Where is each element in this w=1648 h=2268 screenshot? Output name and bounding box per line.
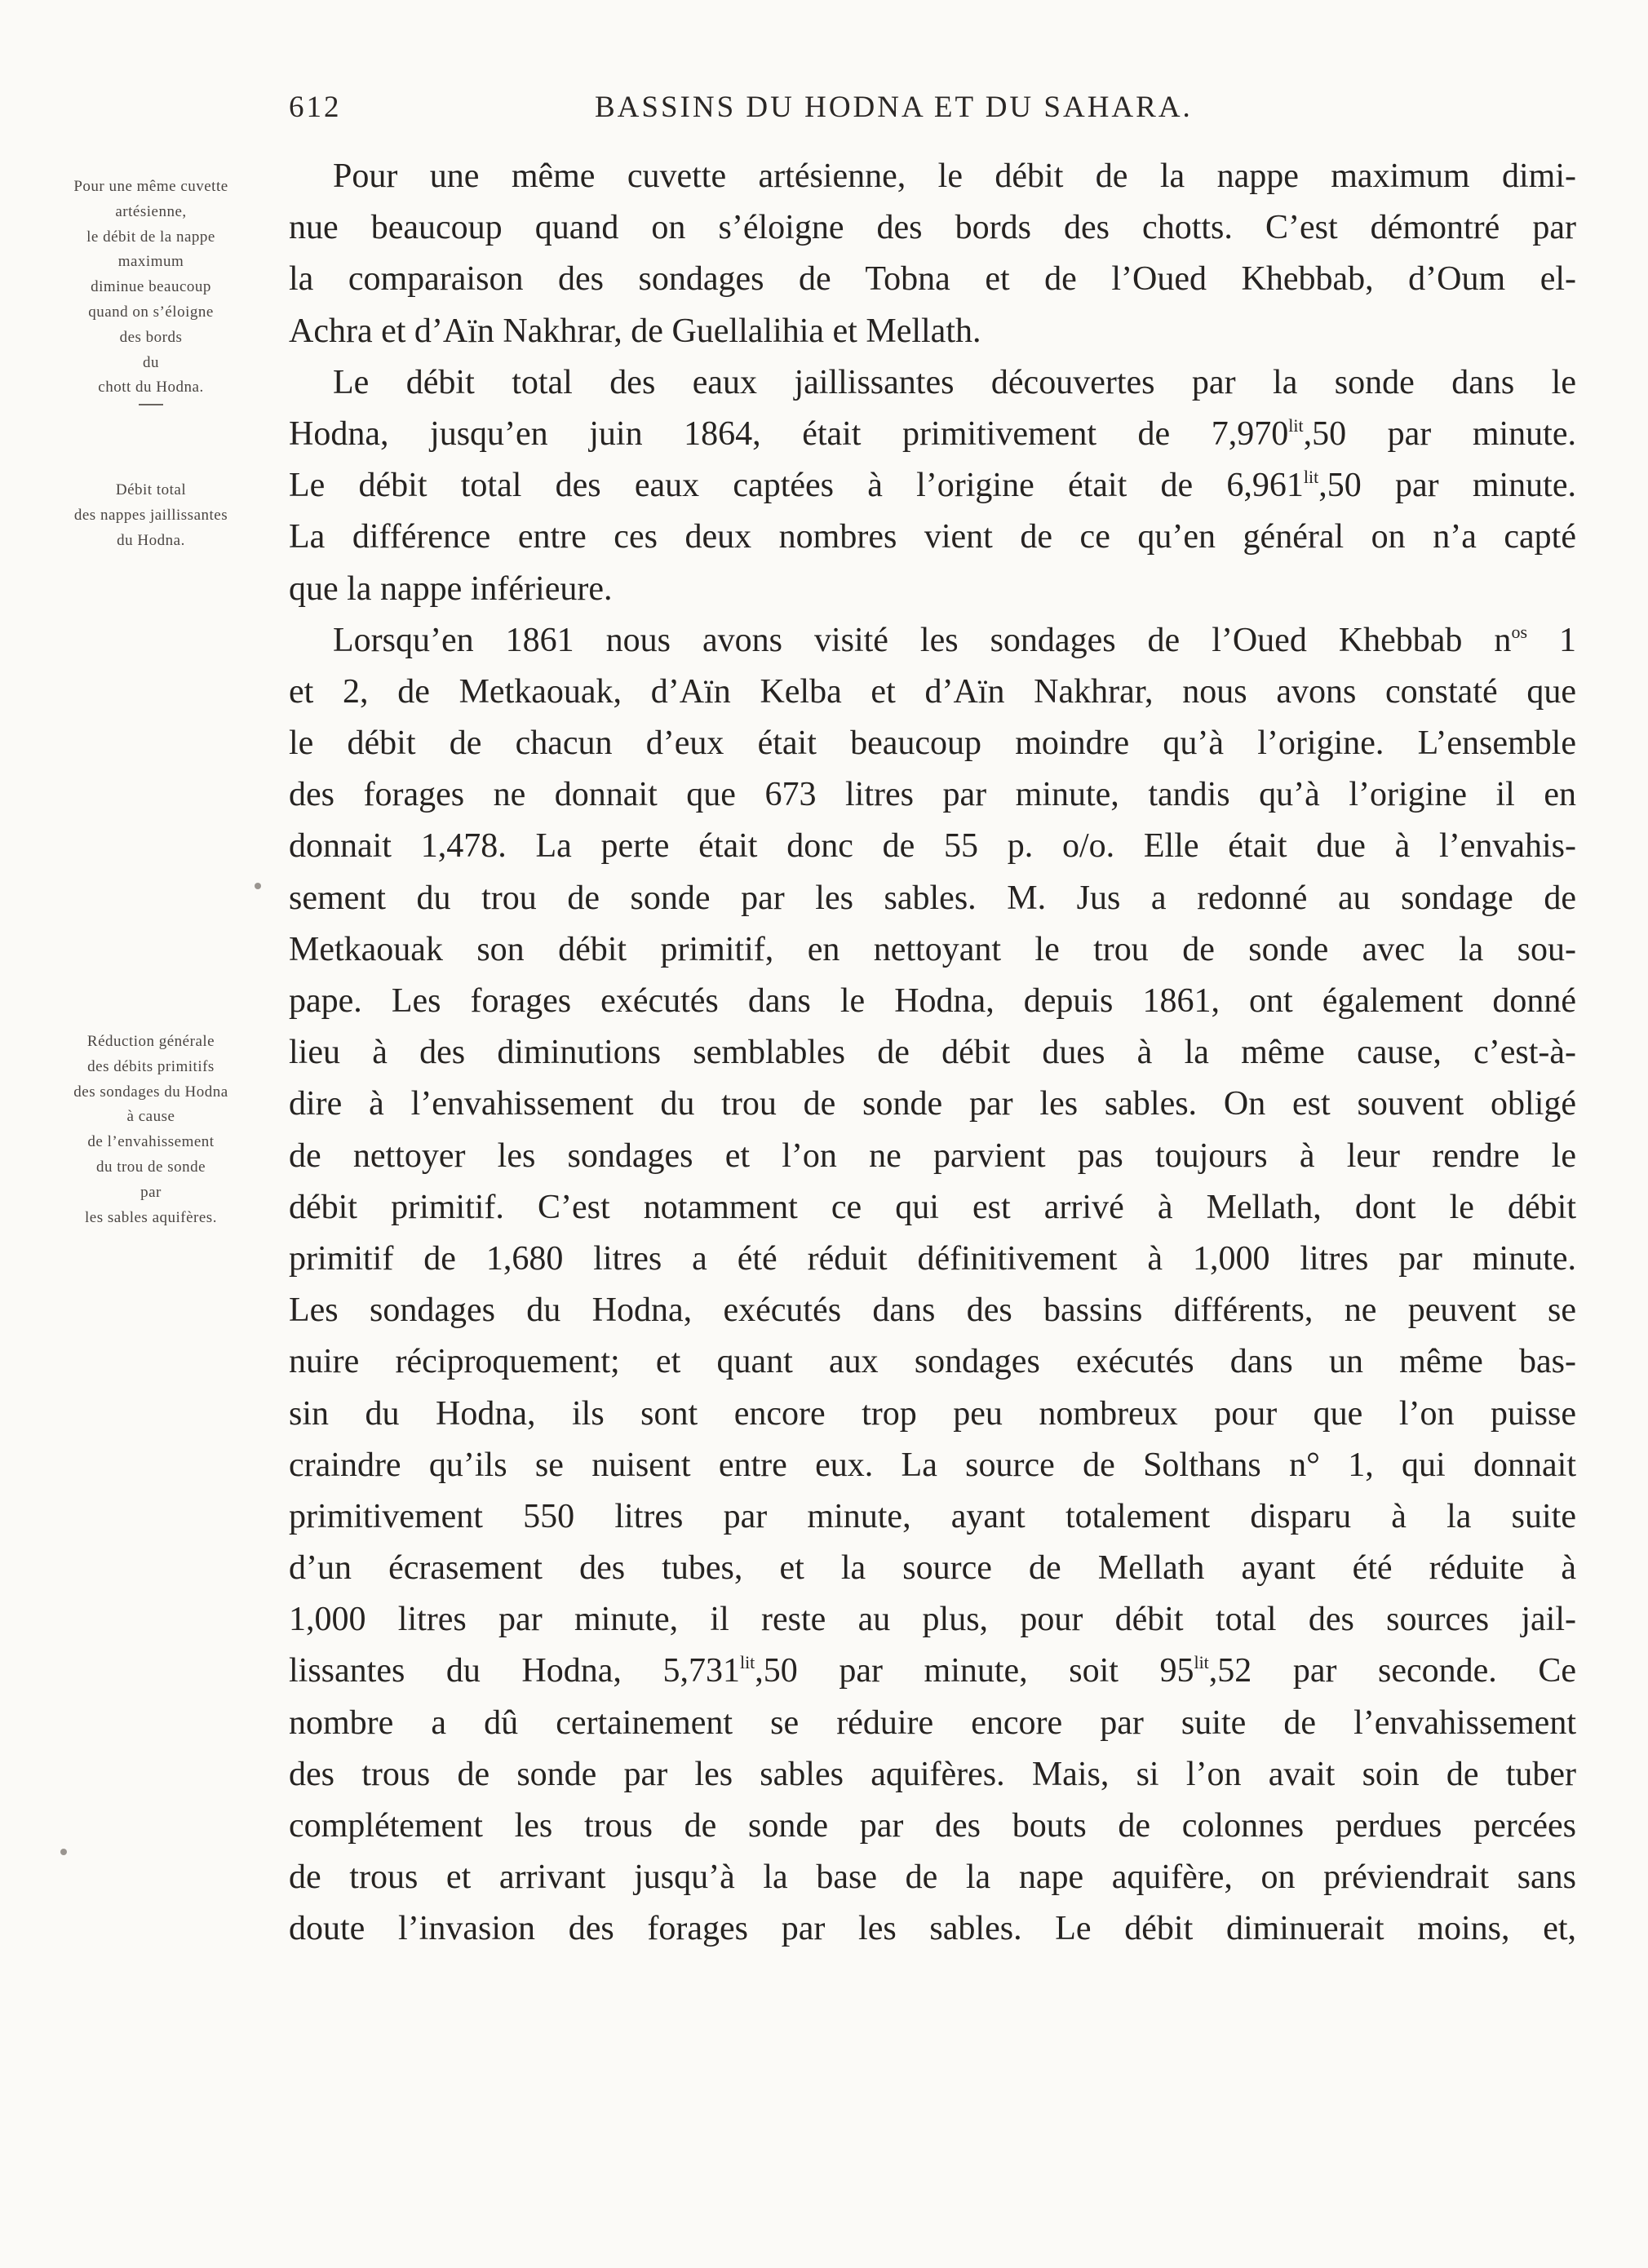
margin-note-cuvette <box>33 175 269 412</box>
text-line: donnait 1,478. La perte était donc de 55 p. o/o. Elle était due à l’envahis- <box>289 827 1576 866</box>
text-line: Les sondages du Hodna, exécutés dans des bassins différents, ne peuvent se <box>289 1291 1576 1330</box>
page-header <box>289 90 1576 132</box>
text-line: Pour une même cuvette artésienne, le débit de la nappe maximum dimi- <box>333 157 1576 195</box>
margin-note-line: de l’envahissement <box>87 1133 215 1151</box>
text-line <box>289 460 1576 512</box>
text-span: lissantes du Hodna, 5,731 <box>289 1652 740 1690</box>
margin-divider <box>139 404 163 405</box>
text-line <box>289 1646 1576 1697</box>
text-line: et 2, de Metkaouak, d’Aïn Kelba et d’Aïn Nakhrar, nous avons constaté que <box>289 672 1576 711</box>
text-line: nombre a dû certainement se réduire encore par suite de l’envahissement <box>289 1703 1576 1742</box>
margin-note-line: des bords <box>119 328 183 346</box>
superscript: os <box>1511 621 1527 642</box>
margin-note-line: Débit total <box>115 481 187 498</box>
text-line: Le débit total des eaux jaillissantes découvertes par la sonde dans le <box>333 363 1576 401</box>
margin-note-line: maximum <box>117 253 184 271</box>
text-span: 1 <box>1527 621 1576 659</box>
margin-note-line: Réduction générale <box>86 1033 215 1050</box>
margin-note-line: par <box>140 1183 162 1201</box>
margin-note-line: des sondages du Hodna <box>73 1083 228 1101</box>
text-line: des forages ne donnait que 673 litres par minute, tandis qu’à l’origine il en <box>289 776 1576 814</box>
margin-note-line: quand on s’éloigne <box>88 303 214 321</box>
text-line: doute l’invasion des forages par les sables. Le débit diminuerait moins, et, <box>289 1910 1576 1948</box>
text-line: débit primitif. C’est notamment ce qui est arrivé à Mellath, dont le débit <box>289 1188 1576 1226</box>
margin-note-line: Pour une même cuvette <box>73 178 228 195</box>
margin-note-line: des nappes jaillissantes <box>73 506 228 524</box>
text-line: lieu à des diminutions semblables de débit dues à la même cause, c’est-à- <box>289 1034 1576 1072</box>
text-line: nuire réciproquement; et quant aux sondages exécutés dans un même bas- <box>289 1343 1576 1381</box>
superscript: lit <box>1194 1652 1209 1673</box>
margin-note-line: artésienne, <box>115 202 187 220</box>
text-line: le débit de chacun d’eux était beaucoup moindre qu’à l’origine. L’ensemble <box>289 724 1576 763</box>
text-line: sement du trou de sonde par les sables. M. Jus a redonné au sondage de <box>289 879 1576 917</box>
text-span: ,50 par minute. <box>1303 414 1576 453</box>
text-line: La différence entre ces deux nombres vient de ce qu’en général on n’a capté <box>289 518 1576 556</box>
superscript: lit <box>739 1652 755 1673</box>
margin-note-line: à cause <box>126 1108 175 1126</box>
margin-note-reduction <box>33 1030 269 1230</box>
text-line: pape. Les forages exécutés dans le Hodna, depuis 1861, ont également donné <box>289 982 1576 1020</box>
margin-note-line: du Hodna. <box>117 531 185 549</box>
text-span: Hodna, jusqu’en juin 1864, était primitivement de 7,970 <box>289 414 1289 453</box>
text-line: Achra et d’Aïn Nakhrar, de Guellalihia et Mellath. <box>289 312 981 350</box>
text-line <box>289 615 1576 667</box>
text-line: sin du Hodna, ils sont encore trop peu nombreux pour que l’on puisse <box>289 1394 1576 1433</box>
text-span: ,52 par seconde. Ce <box>1208 1652 1576 1690</box>
text-span: Le débit total des eaux captées à l’origine était de 6,961 <box>289 467 1304 505</box>
margin-note-line: chott du Hodna. <box>98 379 204 396</box>
margin-note-line: du <box>143 353 159 371</box>
text-line: Metkaouak son débit primitif, en nettoyant le trou de sonde avec la sou- <box>289 930 1576 968</box>
text-line: la comparaison des sondages de Tobna et de l’Oued Khebbab, d’Oum el- <box>289 260 1576 299</box>
paper-speck <box>60 1849 67 1855</box>
text-line: nue beaucoup quand on s’éloigne des bords des chotts. C’est démontré par <box>289 209 1576 247</box>
paper-speck <box>255 883 261 889</box>
text-line: de trous et arrivant jusqu’à la base de la nape aquifère, on préviendrait sans <box>289 1858 1576 1897</box>
margin-note-line: le débit de la nappe <box>86 228 215 246</box>
margin-note-line: les sables aquifères. <box>85 1208 217 1226</box>
text-line: 1,000 litres par minute, il reste au plus, pour débit total des sources jail- <box>289 1601 1576 1639</box>
text-line: de nettoyer les sondages et l’on ne parvient pas toujours à leur rendre le <box>289 1136 1576 1175</box>
text-line: craindre qu’ils se nuisent entre eux. La source de Solthans n° 1, qui donnait <box>289 1446 1576 1484</box>
text-span: ,50 par minute. <box>1318 467 1576 505</box>
text-line <box>289 409 1576 460</box>
body-text <box>289 151 1576 1956</box>
text-line: des trous de sonde par les sables aquifères. Mais, si l’on avait soin de tuber <box>289 1755 1576 1793</box>
superscript: lit <box>1288 414 1304 436</box>
text-line: primitif de 1,680 litres a été réduit définitivement à 1,000 litres par minute. <box>289 1239 1576 1278</box>
text-line: primitivement 550 litres par minute, ayant totalement disparu à la suite <box>289 1497 1576 1535</box>
running-title: BASSINS DU HODNA ET DU SAHARA. <box>595 91 1193 124</box>
page-number: 612 <box>289 91 342 124</box>
text-line: d’un écrasement des tubes, et la source de Mellath ayant été réduite à <box>289 1549 1576 1588</box>
margin-note-line: des débits primitifs <box>87 1057 215 1075</box>
margin-note-line: du trou de sonde <box>95 1158 206 1176</box>
text-span: ,50 par minute, soit 95 <box>755 1652 1194 1690</box>
margin-note-debit-total <box>33 478 269 553</box>
margin-note-line: diminue beaucoup <box>91 278 211 296</box>
text-line: dire à l’envahissement du trou de sonde par les sables. On est souvent obligé <box>289 1085 1576 1123</box>
text-span: Lorsqu’en 1861 nous avons visité les sondages de l’Oued Khebbab n <box>333 621 1512 659</box>
text-line: que la nappe inférieure. <box>289 569 613 608</box>
text-line: complétement les trous de sonde par des bouts de colonnes perdues percées <box>289 1807 1576 1845</box>
superscript: lit <box>1303 467 1319 488</box>
